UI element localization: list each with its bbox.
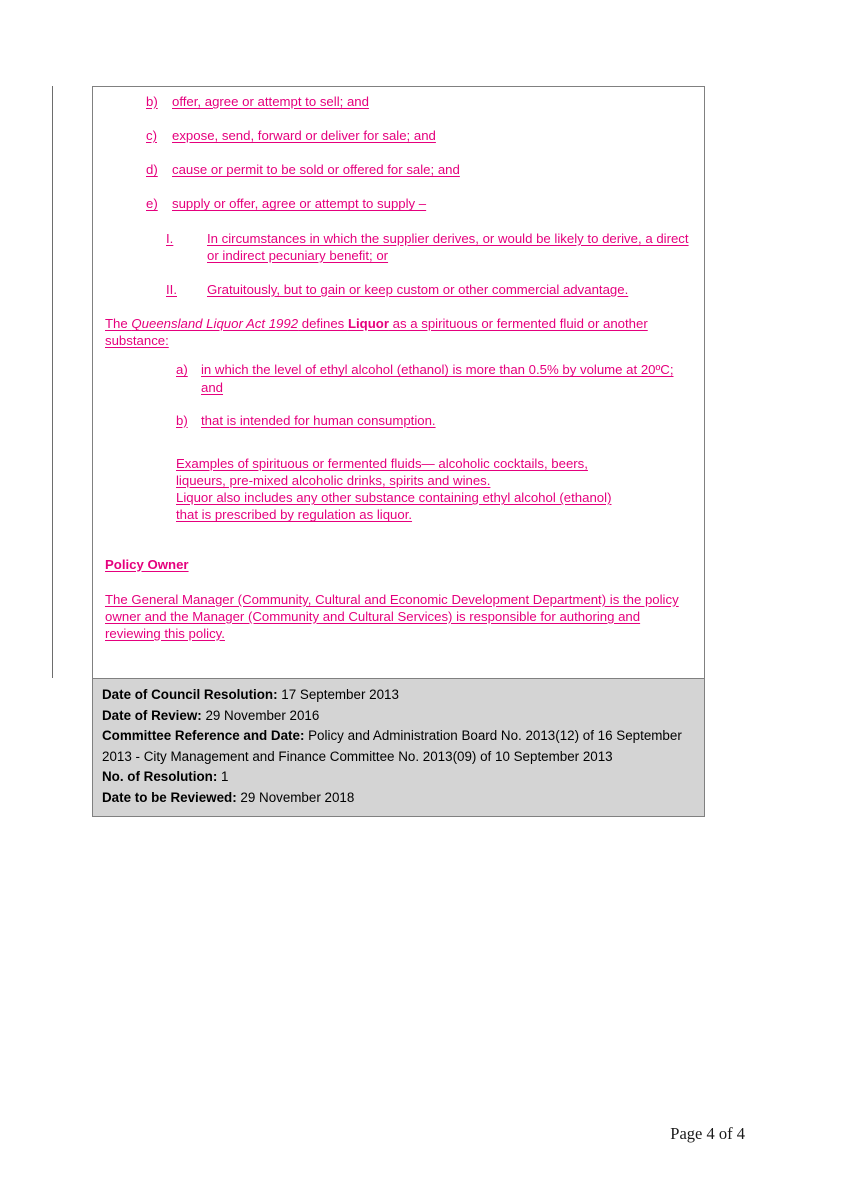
definition-intro-paragraph [105, 315, 696, 349]
metadata-value: 17 September 2013 [277, 687, 399, 702]
policy-content-table [92, 86, 705, 817]
definition-list-item [100, 412, 696, 429]
definition-list-marker: a) [176, 362, 188, 378]
list-item [100, 161, 696, 178]
defined-term: Liquor [347, 316, 389, 332]
policy-metadata-cell [93, 679, 704, 816]
sub-list-item [100, 281, 696, 298]
metadata-label: Date to be Reviewed: [102, 789, 237, 805]
list-text: cause or permit to be sold or offered for sale; and [172, 162, 460, 178]
policy-owner-body-text: The General Manager (Community, Cultural and Economic Development Department) is the policy owner and the Manager (Community and Cultural Services) is responsible for authoring and reviewing this policy. [105, 591, 679, 641]
metadata-value: 1 [217, 769, 229, 784]
act-title: Queensland Liquor Act 1992 [131, 316, 299, 332]
sub-list-text: Gratuitously, but to gain or keep custom or other commercial advantage. [207, 281, 629, 297]
list-text: expose, send, forward or deliver for sale; and [172, 128, 436, 144]
policy-owner-heading-text: Policy Owner [105, 556, 189, 572]
list-text: supply or offer, agree or attempt to supply – [172, 196, 427, 212]
list-item [100, 127, 696, 144]
revision-change-bar [52, 86, 53, 678]
examples-line: Examples of spirituous or fermented fluids— alcoholic cocktails, beers, [176, 455, 588, 471]
metadata-row [102, 767, 696, 788]
metadata-row [102, 706, 696, 727]
sub-list-marker: I. [166, 230, 174, 246]
list-marker: d) [146, 162, 158, 178]
definition-intro-tail: as a spirituous or fermented fluid or another substance: [105, 316, 648, 349]
metadata-label: No. of Resolution: [102, 769, 218, 784]
definition-list-item [100, 361, 696, 395]
policy-owner-heading [105, 556, 696, 573]
examples-line: that is prescribed by regulation as liquor. [176, 507, 413, 523]
metadata-row [102, 788, 696, 809]
policy-body-cell [93, 87, 704, 679]
sub-list-marker: II. [166, 281, 177, 297]
metadata-label: Committee Reference and Date: [102, 728, 305, 743]
list-marker: e) [146, 196, 158, 212]
metadata-label: Date of Council Resolution: [102, 687, 278, 702]
examples-line: Liquor also includes any other substance containing ethyl alcohol (ethanol) [176, 490, 612, 506]
sub-list-item [100, 230, 696, 264]
metadata-value: 29 November 2018 [236, 789, 355, 805]
metadata-row [102, 685, 696, 706]
policy-owner-paragraph [105, 591, 696, 642]
definition-list-marker: b) [176, 412, 188, 428]
list-item [100, 93, 696, 110]
metadata-row [102, 726, 696, 767]
metadata-value: 29 November 2016 [201, 707, 320, 723]
list-text: offer, agree or attempt to sell; and [172, 94, 369, 109]
sub-list-text: In circumstances in which the supplier derives, or would be likely to derive, a direct or indirect pecuniary benefit; or [207, 230, 689, 263]
definition-intro-lead: The [105, 316, 132, 332]
metadata-value: Policy and Administration Board No. 2013(12) of 16 September 2013 - City Management and Finance Committee No. 2013(09) of 10 September 2013 [102, 728, 682, 764]
definition-list-text: in which the level of ethyl alcohol (ethanol) is more than 0.5% by volume at 20ºC; and [201, 362, 674, 395]
definition-list-text: that is intended for human consumption. [201, 412, 436, 428]
list-item [100, 195, 696, 212]
list-marker: c) [146, 128, 157, 144]
page-number-footer: Page 4 of 4 [670, 1124, 745, 1143]
examples-block [176, 455, 696, 524]
metadata-label: Date of Review: [102, 707, 202, 723]
definition-intro-mid: defines [298, 316, 348, 332]
examples-line: liqueurs, pre-mixed alcoholic drinks, spirits and wines. [176, 473, 491, 489]
list-marker: b) [146, 94, 158, 109]
